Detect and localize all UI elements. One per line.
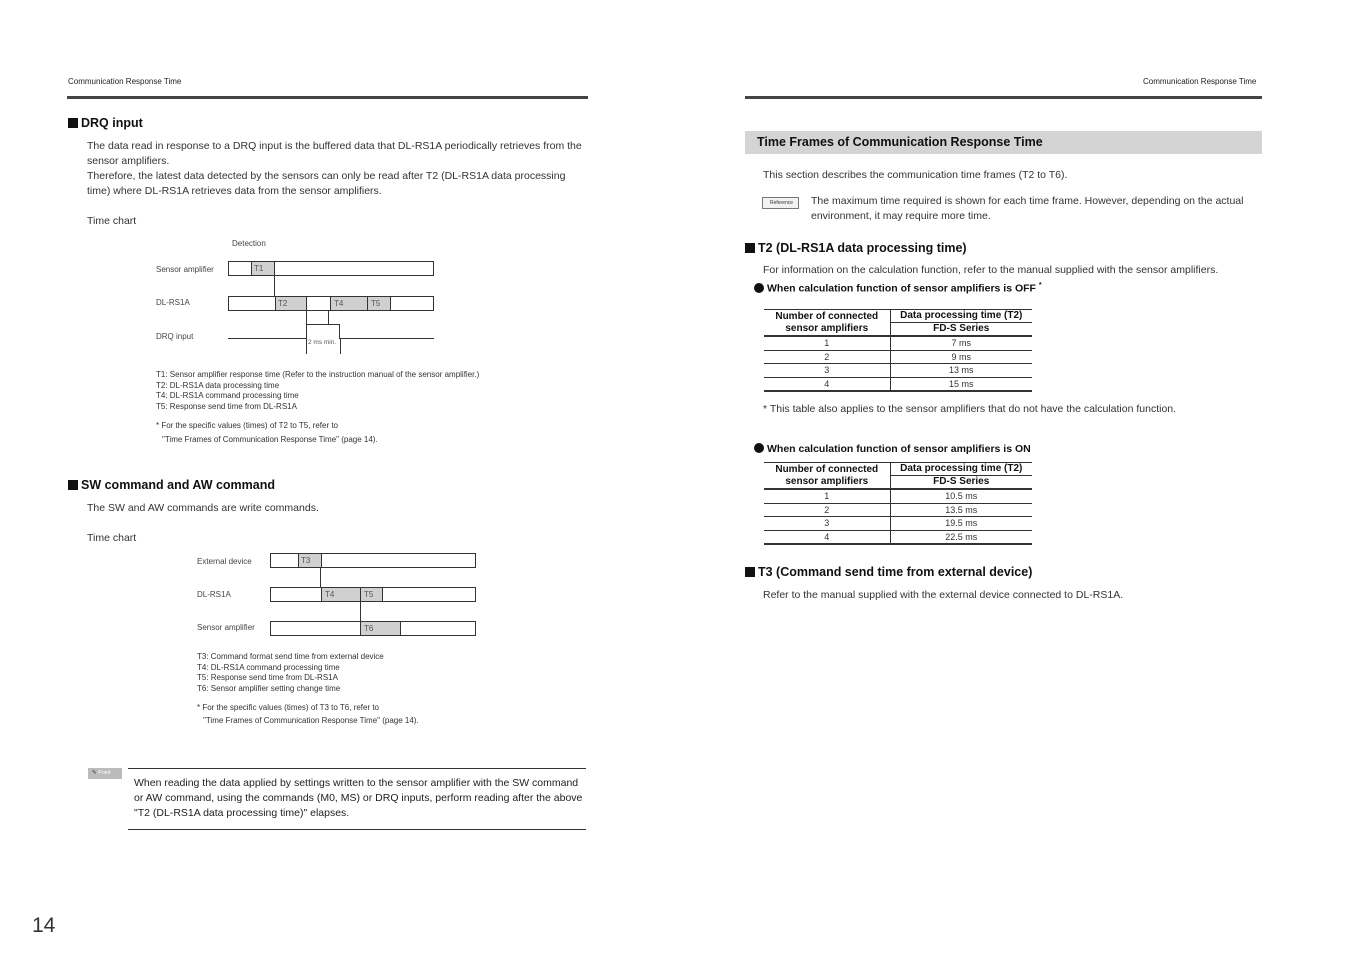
table-cell: 2 xyxy=(764,503,890,517)
note-item: T4: DL-RS1A command processing time xyxy=(156,391,299,400)
point-badge-label: Point xyxy=(98,770,111,776)
divider xyxy=(400,622,401,635)
external-device-row-label: External device xyxy=(197,557,252,566)
divider xyxy=(251,262,252,275)
circle-bullet-icon xyxy=(754,283,764,293)
sw-aw-para: The SW and AW commands are write commands. xyxy=(87,502,319,514)
table-cell: 13.5 ms xyxy=(890,503,1032,517)
drq-para2: Therefore, the latest data detected by the sensors can only be read after T2 (DL-RS1A data processing time) where DL-RS1A retrieves data from the sensor amplifiers. xyxy=(87,170,566,197)
t6-segment: T6 xyxy=(361,622,400,635)
dl-rs1a-signal xyxy=(270,587,476,602)
sensor-amplifier-signal xyxy=(228,261,434,276)
table-cell: 9 ms xyxy=(890,350,1032,364)
drq-para1: The data read in response to a DRQ input is the buffered data that DL-RS1A periodically retrieves from the sensor amplifiers. xyxy=(87,140,582,167)
t2-heading xyxy=(745,241,967,255)
t4-segment: T4 xyxy=(322,588,360,601)
table-cell: 4 xyxy=(764,377,890,391)
t1-segment: T1 xyxy=(251,262,274,275)
sensor-amplifier-row-label: Sensor amplifier xyxy=(197,623,255,632)
drq-low-line xyxy=(228,338,306,339)
table-cell: 10.5 ms xyxy=(890,489,1032,503)
table-cell: 3 xyxy=(764,517,890,531)
dimension-line xyxy=(306,338,307,354)
calc-on-label: When calculation function of sensor amplifiers is ON xyxy=(767,443,1031,455)
table-row xyxy=(764,503,1032,517)
t3-para: Refer to the manual supplied with the external device connected to DL-RS1A. xyxy=(763,589,1124,601)
page-number: 14 xyxy=(32,914,56,937)
table-row xyxy=(764,364,1032,378)
table-cell: 19.5 ms xyxy=(890,517,1032,531)
drq-pulse xyxy=(306,324,340,339)
sw-time-chart-label: Time chart xyxy=(87,532,137,544)
sw-notes xyxy=(197,652,557,694)
dl-rs1a-signal xyxy=(228,296,434,311)
square-bullet-icon xyxy=(68,118,78,128)
dl-rs1a-row-label: DL-RS1A xyxy=(197,590,231,599)
note-item: T3: Command format send time from external device xyxy=(197,652,384,661)
connector-line xyxy=(328,311,329,325)
point-top-rule xyxy=(128,768,586,769)
note-item: T2: DL-RS1A data processing time xyxy=(156,380,280,390)
connector-line xyxy=(306,311,307,325)
sw-aw-heading xyxy=(68,478,275,492)
detection-label: Detection xyxy=(232,239,266,248)
sensor-amplifier-signal xyxy=(270,621,476,636)
reference-badge-label: Reference xyxy=(770,200,794,206)
calc-off-heading xyxy=(754,282,1042,295)
col-header-time: Data processing time (T2) xyxy=(890,463,1032,476)
divider xyxy=(330,297,331,310)
table-row xyxy=(764,530,1032,544)
divider xyxy=(298,554,299,567)
connector-line xyxy=(360,602,361,621)
external-device-signal xyxy=(270,553,476,568)
t2-para: For information on the calculation function, refer to the manual supplied with the sensor amplifiers. xyxy=(763,264,1219,276)
table-footnote: * This table also applies to the sensor amplifiers that do not have the calculation function. xyxy=(763,403,1177,415)
drq-input-row-label: DRQ input xyxy=(156,332,194,341)
table-cell: 1 xyxy=(764,489,890,503)
divider xyxy=(360,588,361,601)
table-cell: 22.5 ms xyxy=(890,530,1032,544)
sw-aw-heading-text: SW command and AW command xyxy=(81,478,276,492)
dimension-line xyxy=(340,338,341,354)
pencil-icon: ✎ xyxy=(92,770,97,776)
t2-heading-text: T2 (DL-RS1A data processing time) xyxy=(758,241,967,255)
divider xyxy=(382,588,383,601)
reference-badge xyxy=(762,197,799,209)
connector-line xyxy=(320,568,321,587)
divider xyxy=(321,554,322,567)
drq-time-chart-label: Time chart xyxy=(87,215,137,227)
table-row xyxy=(764,489,1032,503)
t3-heading xyxy=(745,565,1032,579)
sw-ref-line2: "Time Frames of Communication Response Time" (page 14). xyxy=(203,716,419,725)
reference-text: The maximum time required is shown for each time frame. However, depending on the actual environment, it may require more time. xyxy=(811,195,1244,222)
note-item: T1: Sensor amplifier response time (Refer to the instruction manual of the sensor amplifier.) xyxy=(156,370,480,379)
drq-timing-diagram xyxy=(150,236,450,361)
col-header-count: Number of connected sensor amplifiers xyxy=(764,463,890,490)
table-cell: 13 ms xyxy=(890,364,1032,378)
calc-on-table xyxy=(764,462,1032,545)
t3-segment: T3 xyxy=(298,554,321,567)
drq-heading-text: DRQ input xyxy=(81,116,143,130)
t5-segment: T5 xyxy=(368,297,390,310)
note-item: T5: Response send time from DL-RS1A xyxy=(197,673,338,682)
left-running-header: Communication Response Time xyxy=(68,77,182,86)
note-item: T5: Response send time from DL-RS1A xyxy=(156,401,297,411)
square-bullet-icon xyxy=(745,243,755,253)
divider xyxy=(275,297,276,310)
drq-heading xyxy=(68,116,143,130)
col-subheader-series: FD-S Series xyxy=(890,476,1032,490)
table-row xyxy=(764,336,1032,350)
point-badge xyxy=(88,768,122,779)
drq-ref-line1: * For the specific values (times) of T2 to T5, refer to xyxy=(156,421,338,430)
footnote-mark: * xyxy=(1038,282,1042,289)
drq-notes xyxy=(156,370,576,412)
table-cell: 15 ms xyxy=(890,377,1032,391)
sensor-amplifier-row-label: Sensor amplifier xyxy=(156,265,214,274)
t4-segment: T4 xyxy=(331,297,367,310)
col-subheader-series: FD-S Series xyxy=(890,323,1032,337)
right-running-header: Communication Response Time xyxy=(1143,77,1257,86)
left-header-rule xyxy=(67,96,588,99)
connector-line xyxy=(274,276,275,296)
dl-rs1a-row-label: DL-RS1A xyxy=(156,298,190,307)
section-title: Time Frames of Communication Response Time xyxy=(745,131,1262,154)
divider xyxy=(367,297,368,310)
min-pulse-label: 2 ms min. xyxy=(308,339,337,346)
calc-off-label: When calculation function of sensor amplifiers is OFF xyxy=(767,282,1036,295)
note-item: T4: DL-RS1A command processing time xyxy=(197,662,340,672)
t5-segment: T5 xyxy=(361,588,382,601)
table-cell: 3 xyxy=(764,364,890,378)
table-row xyxy=(764,377,1032,391)
divider xyxy=(321,588,322,601)
calc-off-table xyxy=(764,309,1032,392)
square-bullet-icon xyxy=(745,567,755,577)
divider xyxy=(306,297,307,310)
square-bullet-icon xyxy=(68,480,78,490)
divider xyxy=(390,297,391,310)
table-cell: 2 xyxy=(764,350,890,364)
point-text: When reading the data applied by settings written to the sensor amplifier with the SW command or AW command, using the commands (M0, MS) or DRQ inputs, perform reading after the above "T2 (DL-RS1A data processing time)" elapses. xyxy=(134,777,583,819)
divider xyxy=(274,262,275,275)
sw-ref-line1: * For the specific values (times) of T3 to T6, refer to xyxy=(197,703,379,712)
right-header-rule xyxy=(745,96,1262,99)
note-item: T6: Sensor amplifier setting change time xyxy=(197,683,341,693)
drq-low-line xyxy=(340,338,434,339)
calc-on-heading xyxy=(754,443,1031,455)
circle-bullet-icon xyxy=(754,443,764,453)
point-bottom-rule xyxy=(128,829,586,830)
col-header-time: Data processing time (T2) xyxy=(890,310,1032,323)
t3-heading-text: T3 (Command send time from external device) xyxy=(758,565,1033,579)
t2-segment: T2 xyxy=(275,297,306,310)
table-cell: 4 xyxy=(764,530,890,544)
section-intro: This section describes the communication time frames (T2 to T6). xyxy=(763,169,1068,181)
divider xyxy=(360,622,361,635)
table-cell: 1 xyxy=(764,336,890,350)
col-header-count: Number of connected sensor amplifiers xyxy=(764,310,890,337)
sw-timing-diagram xyxy=(192,550,482,642)
drq-ref-line2: "Time Frames of Communication Response Time" (page 14). xyxy=(162,435,378,444)
table-row xyxy=(764,350,1032,364)
table-row xyxy=(764,517,1032,531)
table-cell: 7 ms xyxy=(890,336,1032,350)
